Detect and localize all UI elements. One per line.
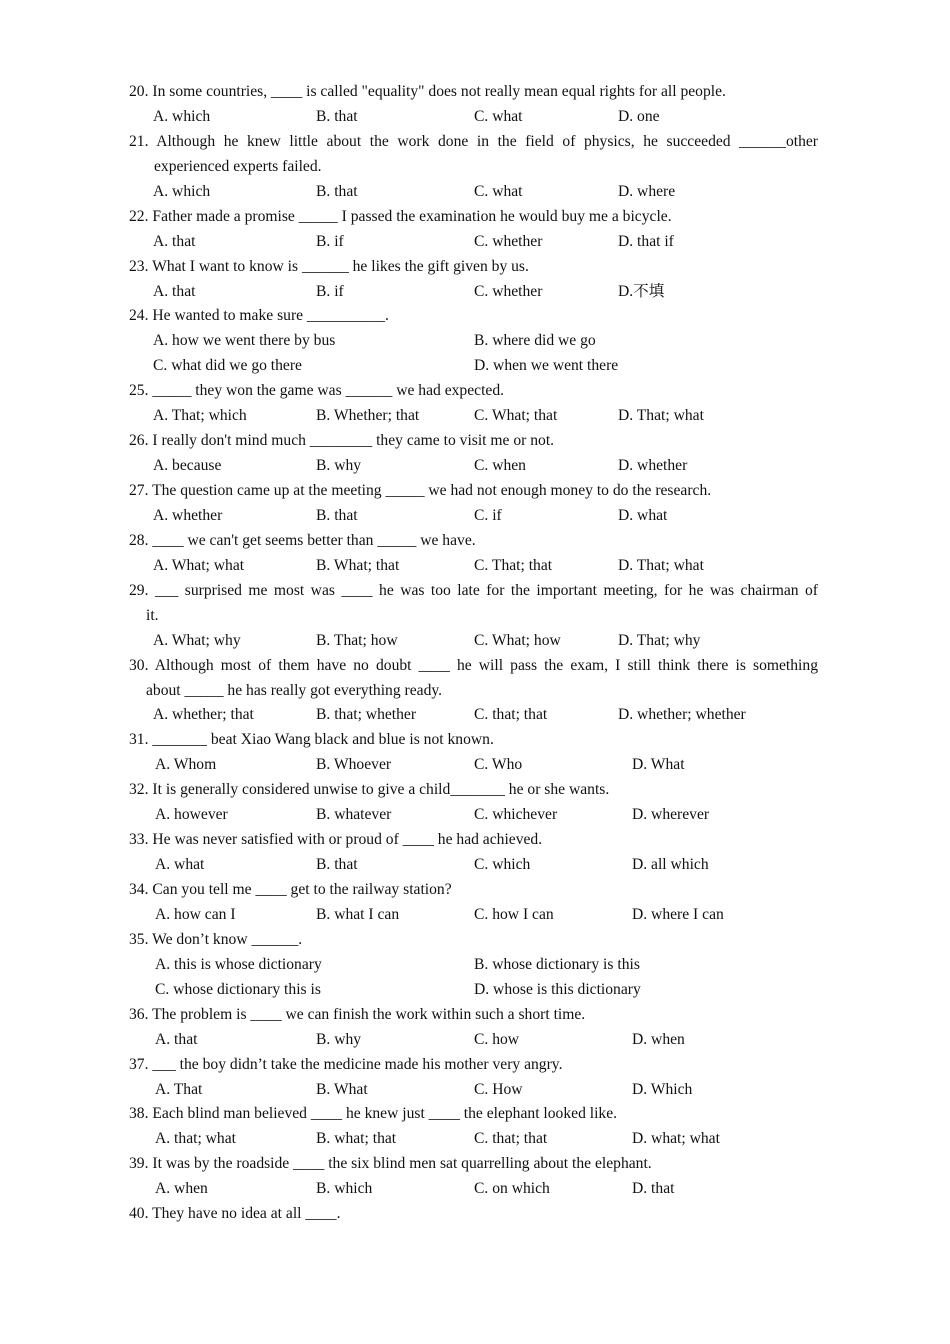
answer-option-b: B. Whether; that [316,407,420,425]
answer-option-a: A. that [153,282,196,300]
option-row [0,329,950,354]
answer-option-b: B. whatever [316,806,392,824]
question-stem: 23. What I want to know is ______ he likes the gift given by us. [129,257,529,275]
question-38 [0,1102,950,1152]
answer-option-d: D. That; why [618,631,701,649]
option-row [0,753,950,778]
answer-option-b: B. why [316,1030,362,1048]
option-row [0,280,950,305]
answer-option-a: A. because [153,457,222,475]
question-26 [0,429,950,479]
question-stem: 25. _____ they won the game was ______ we had expected. [129,382,505,400]
answer-option-c: C. if [474,506,502,524]
answer-option-d: D. what [618,506,668,524]
answer-option-a: A. that [155,1030,198,1048]
answer-option-a: A. What; what [153,556,245,574]
option-row [0,105,950,130]
question-stem-continuation: about _____ he has really got everything ready. [146,681,443,699]
answer-option-c: C. What; how [474,631,561,649]
answer-option-d: D. that [632,1180,675,1198]
option-row [0,1078,950,1103]
answer-option-c: C. Who [474,756,523,774]
answer-option-a: A. whether [153,506,223,524]
answer-option-d: D. when [632,1030,685,1048]
option-row [0,629,950,654]
answer-option-d: D. Which [632,1080,693,1098]
answer-option-c: C. that; that [474,706,548,724]
answer-option-c: C. that; that [474,1130,548,1148]
option-row [0,1177,950,1202]
answer-option-a: A. what [155,856,205,874]
option-row [0,803,950,828]
answer-option-a: A. That [155,1080,203,1098]
question-33 [0,828,950,878]
answer-option-d: D. whether [618,457,688,475]
question-23 [0,255,950,305]
answer-option-c: C. what did we go there [153,357,302,375]
question-22 [0,205,950,255]
question-35 [0,928,950,1003]
answer-option-a: A. that; what [155,1130,236,1148]
answer-option-d: D. That; what [618,407,704,425]
answer-option-d: D. all which [632,856,709,874]
answer-option-b: B. if [316,282,344,300]
question-20 [0,80,950,130]
question-stem: 33. He was never satisfied with or proud of ____ he had achieved. [129,831,543,849]
question-28 [0,529,950,579]
answer-option-a: A. What; why [153,631,241,649]
option-row [0,504,950,529]
answer-option-b: B. whose dictionary is this [474,955,640,973]
answer-option-b: B. what; that [316,1130,397,1148]
answer-option-b: B. if [316,232,344,250]
question-stem: 40. They have no idea at all ____. [129,1205,341,1223]
answer-option-c: C. when [474,457,526,475]
question-40 [0,1202,950,1227]
question-stem: 37. ___ the boy didn’t take the medicine made his mother very angry. [129,1055,563,1073]
question-stem-continuation: it. [146,606,159,624]
question-24 [0,304,950,379]
option-row [0,853,950,878]
answer-option-a: A. how we went there by bus [153,332,336,350]
option-row [0,180,950,205]
question-30 [0,654,950,729]
option-row [0,978,950,1003]
answer-option-a: A. That; which [153,407,247,425]
answer-option-b: B. that [316,506,358,524]
question-stem: 34. Can you tell me ____ get to the railway station? [129,881,452,898]
question-21 [0,130,950,205]
answer-option-b: B. where did we go [474,332,596,350]
question-37 [0,1053,950,1103]
exam-page [0,80,950,1227]
question-stem: 27. The question came up at the meeting _____ we had not enough money to do the research. [129,482,712,499]
answer-option-b: B. why [316,457,362,475]
question-stem: 22. Father made a promise _____ I passed the examination he would buy me a bicycle. [129,207,672,225]
question-39 [0,1152,950,1202]
answer-option-d: D. whose is this dictionary [474,980,641,998]
answer-option-d: D. where I can [632,905,724,923]
option-row [0,903,950,928]
answer-option-d: D. one [618,107,660,125]
answer-option-a: A. Whom [155,756,217,774]
answer-option-c: C. how I can [474,905,554,923]
answer-option-c: C. whichever [474,806,558,824]
answer-option-c: C. which [474,856,531,874]
option-row [0,1028,950,1053]
answer-option-c: C. How [474,1080,523,1098]
question-25 [0,379,950,429]
answer-option-a: A. however [155,806,228,824]
option-row [0,354,950,379]
answer-option-b: B. that [316,182,358,200]
answer-option-d: D. where [618,182,676,200]
answer-option-b: B. what I can [316,905,400,923]
question-27 [0,479,950,529]
question-stem: 20. In some countries, ____ is called "equality" does not really mean equal rights for all people. [129,83,726,100]
answer-option-d: D. that if [618,232,674,250]
answer-option-d: D. what; what [632,1130,720,1148]
answer-option-b: B. What; that [316,556,400,574]
answer-option-b: B. What [316,1080,368,1098]
answer-option-c: C. whose dictionary this is [155,980,321,998]
answer-option-a: A. this is whose dictionary [155,955,322,973]
answer-option-c: C. That; that [474,556,553,574]
answer-option-d: D. wherever [632,806,710,824]
answer-option-a: A. when [155,1180,208,1198]
option-row [0,703,950,728]
question-stem: 26. I really don't mind much ________ they came to visit me or not. [129,432,555,450]
answer-option-c: C. how [474,1030,520,1048]
answer-option-d: D. That; what [618,556,704,574]
option-row [0,953,950,978]
answer-option-d: D. whether; whether [618,706,746,724]
answer-option-c: C. whether [474,282,543,300]
question-stem: 32. It is generally considered unwise to give a child_______ he or she wants. [129,781,610,799]
question-32 [0,778,950,828]
question-stem-continuation: experienced experts failed. [154,157,322,175]
answer-option-c: C. whether [474,232,543,250]
question-stem: 30. Although most of them have no doubt ____ he will pass the exam, I still think there is something [129,656,818,674]
answer-option-d: D. What [632,756,685,774]
answer-option-d: D.不填 [618,282,665,300]
answer-option-c: C. on which [474,1180,550,1198]
question-31 [0,728,950,778]
answer-option-c: C. what [474,107,523,125]
answer-option-a: A. whether; that [153,706,254,724]
question-stem: 24. He wanted to make sure __________. [129,307,389,325]
answer-option-d: D. when we went there [474,357,619,375]
answer-option-b: B. that [316,107,358,125]
question-stem: 31. _______ beat Xiao Wang black and blue is not known. [129,731,494,749]
question-stem: 39. It was by the roadside ____ the six blind men sat quarrelling about the elephant. [129,1155,652,1173]
question-stem: 36. The problem is ____ we can finish the work within such a short time. [129,1005,586,1023]
option-row [0,404,950,429]
question-stem: 21. Although he knew little about the work done in the field of physics, he succeeded ______other [129,132,818,150]
option-row [0,1127,950,1152]
question-stem: 35. We don’t know ______. [129,930,303,948]
answer-option-b: B. That; how [316,631,398,649]
answer-option-b: B. Whoever [316,756,392,774]
answer-option-c: C. what [474,182,523,200]
answer-option-c: C. What; that [474,407,558,425]
option-row [0,554,950,579]
question-stem: 38. Each blind man believed ____ he knew just ____ the elephant looked like. [129,1105,618,1123]
answer-option-a: A. which [153,107,211,125]
question-stem: 28. ____ we can't get seems better than _____ we have. [129,531,476,549]
answer-option-a: A. that [153,232,196,250]
question-stem: 29. ___ surprised me most was ____ he was too late for the important meeting, for he was chairman of [129,581,818,599]
question-34 [0,878,950,928]
answer-option-a: A. how can I [155,905,236,923]
question-29 [0,579,950,654]
question-36 [0,1003,950,1053]
answer-option-b: B. that; whether [316,706,417,724]
option-row [0,454,950,479]
answer-option-b: B. that [316,856,358,874]
option-row [0,230,950,255]
answer-option-a: A. which [153,182,211,200]
answer-option-b: B. which [316,1180,373,1198]
